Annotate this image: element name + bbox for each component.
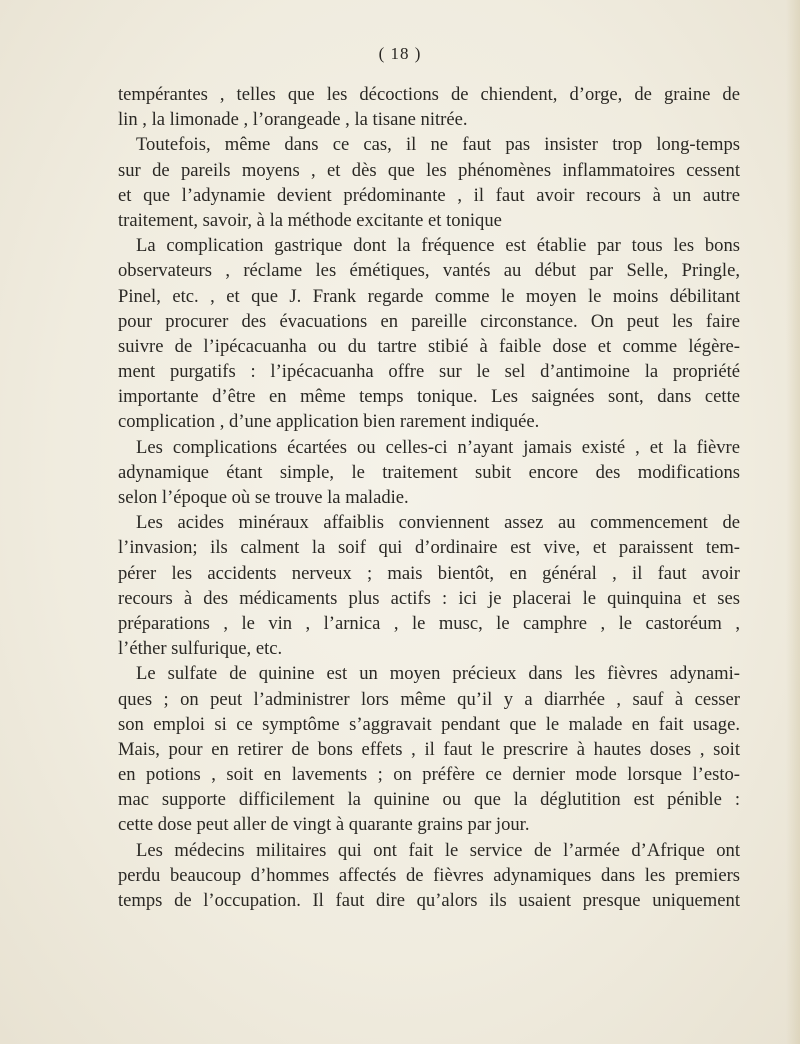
text-line: préparations , le vin , l’arnica , le musc, le camphre , le castoréum , (118, 612, 740, 634)
page-number: ( 18 ) (378, 44, 422, 63)
text-line: l’invasion; ils calment la soif qui d’ordinaire est vive, et paraissent tem- (118, 537, 740, 559)
text-line: lin , la limonade , l’orangeade , la tisane nitrée. (118, 109, 468, 131)
text-line: Mais, pour en retirer de bons effets , il faut le prescrire à hautes doses , soit (118, 738, 740, 760)
text-line: Toutefois, même dans ce cas, il ne faut pas insister trop long-temps (136, 134, 740, 156)
text-line: Les complications écartées ou celles-ci n’ayant jamais existé , et la fièvre (136, 436, 740, 458)
text-line: tempérantes , telles que les décoctions de chiendent, d’orge, de graine de (118, 84, 740, 105)
text-line: pour procurer des évacuations en pareille circonstance. On peut les faire (118, 310, 740, 332)
text-line: recours à des médicaments plus actifs : ici je placerai le quinquina et ses (118, 587, 740, 609)
text-line: Les acides minéraux affaiblis conviennent assez au commencement de (136, 512, 740, 534)
text-line: observateurs , réclame les émétiques, vantés au début par Selle, Pringle, (118, 260, 740, 282)
text-line: et que l’adynamie devient prédominante , il faut avoir recours à un autre (118, 184, 740, 206)
text-line: traitement, savoir, à la méthode excitante et tonique (118, 209, 502, 231)
body-text (118, 82, 740, 913)
text-line: Le sulfate de quinine est un moyen précieux dans les fièvres adynami- (136, 663, 740, 685)
text-line: Les médecins militaires qui ont fait le service de l’armée d’Afrique ont (136, 839, 740, 861)
text-line: complication , d’une application bien rarement indiquée. (118, 411, 540, 433)
text-line: son emploi si ce symptôme s’aggravait pendant que le malade en fait usage. (118, 713, 740, 735)
text-line: mac supporte difficilement la quinine ou que la déglutition est pénible : (118, 789, 740, 811)
text-line: importante d’être en même temps tonique. Les saignées sont, dans cette (118, 386, 740, 408)
text-line: cette dose peut aller de vingt à quarante grains par jour. (118, 814, 530, 836)
text-line: perdu beaucoup d’hommes affectés de fièvres adynamiques dans les premiers (118, 864, 740, 886)
text-line: selon l’époque où se trouve la maladie. (118, 487, 409, 508)
text-line: Pinel, etc. , et que J. Frank regarde comme le moyen le moins débilitant (118, 285, 740, 307)
text-line: adynamique étant simple, le traitement subit encore des modifications (118, 461, 740, 483)
text-line: pérer les accidents nerveux ; mais bientôt, en général , il faut avoir (118, 562, 740, 584)
text-line: La complication gastrique dont la fréquence est établie par tous les bons (136, 235, 740, 257)
text-line: ment purgatifs : l’ipécacuanha offre sur le sel d’antimoine la propriété (118, 361, 740, 383)
text-line: sur de pareils moyens , et dès que les phénomènes inflammatoires cessent (118, 159, 740, 181)
page-edge-shadow (786, 0, 800, 1044)
text-line: suivre de l’ipécacuanha ou du tartre stibié à faible dose et comme légère- (118, 335, 740, 357)
text-line: temps de l’occupation. Il faut dire qu’alors ils usaient presque uniquement (118, 890, 740, 911)
text-line: l’éther sulfurique, etc. (118, 638, 283, 660)
text-line: en potions , soit en lavements ; on préfère ce dernier mode lorsque l’esto- (118, 764, 740, 786)
text-line: ques ; on peut l’administrer lors même qu’il y a diarrhée , sauf à cesser (118, 688, 740, 710)
